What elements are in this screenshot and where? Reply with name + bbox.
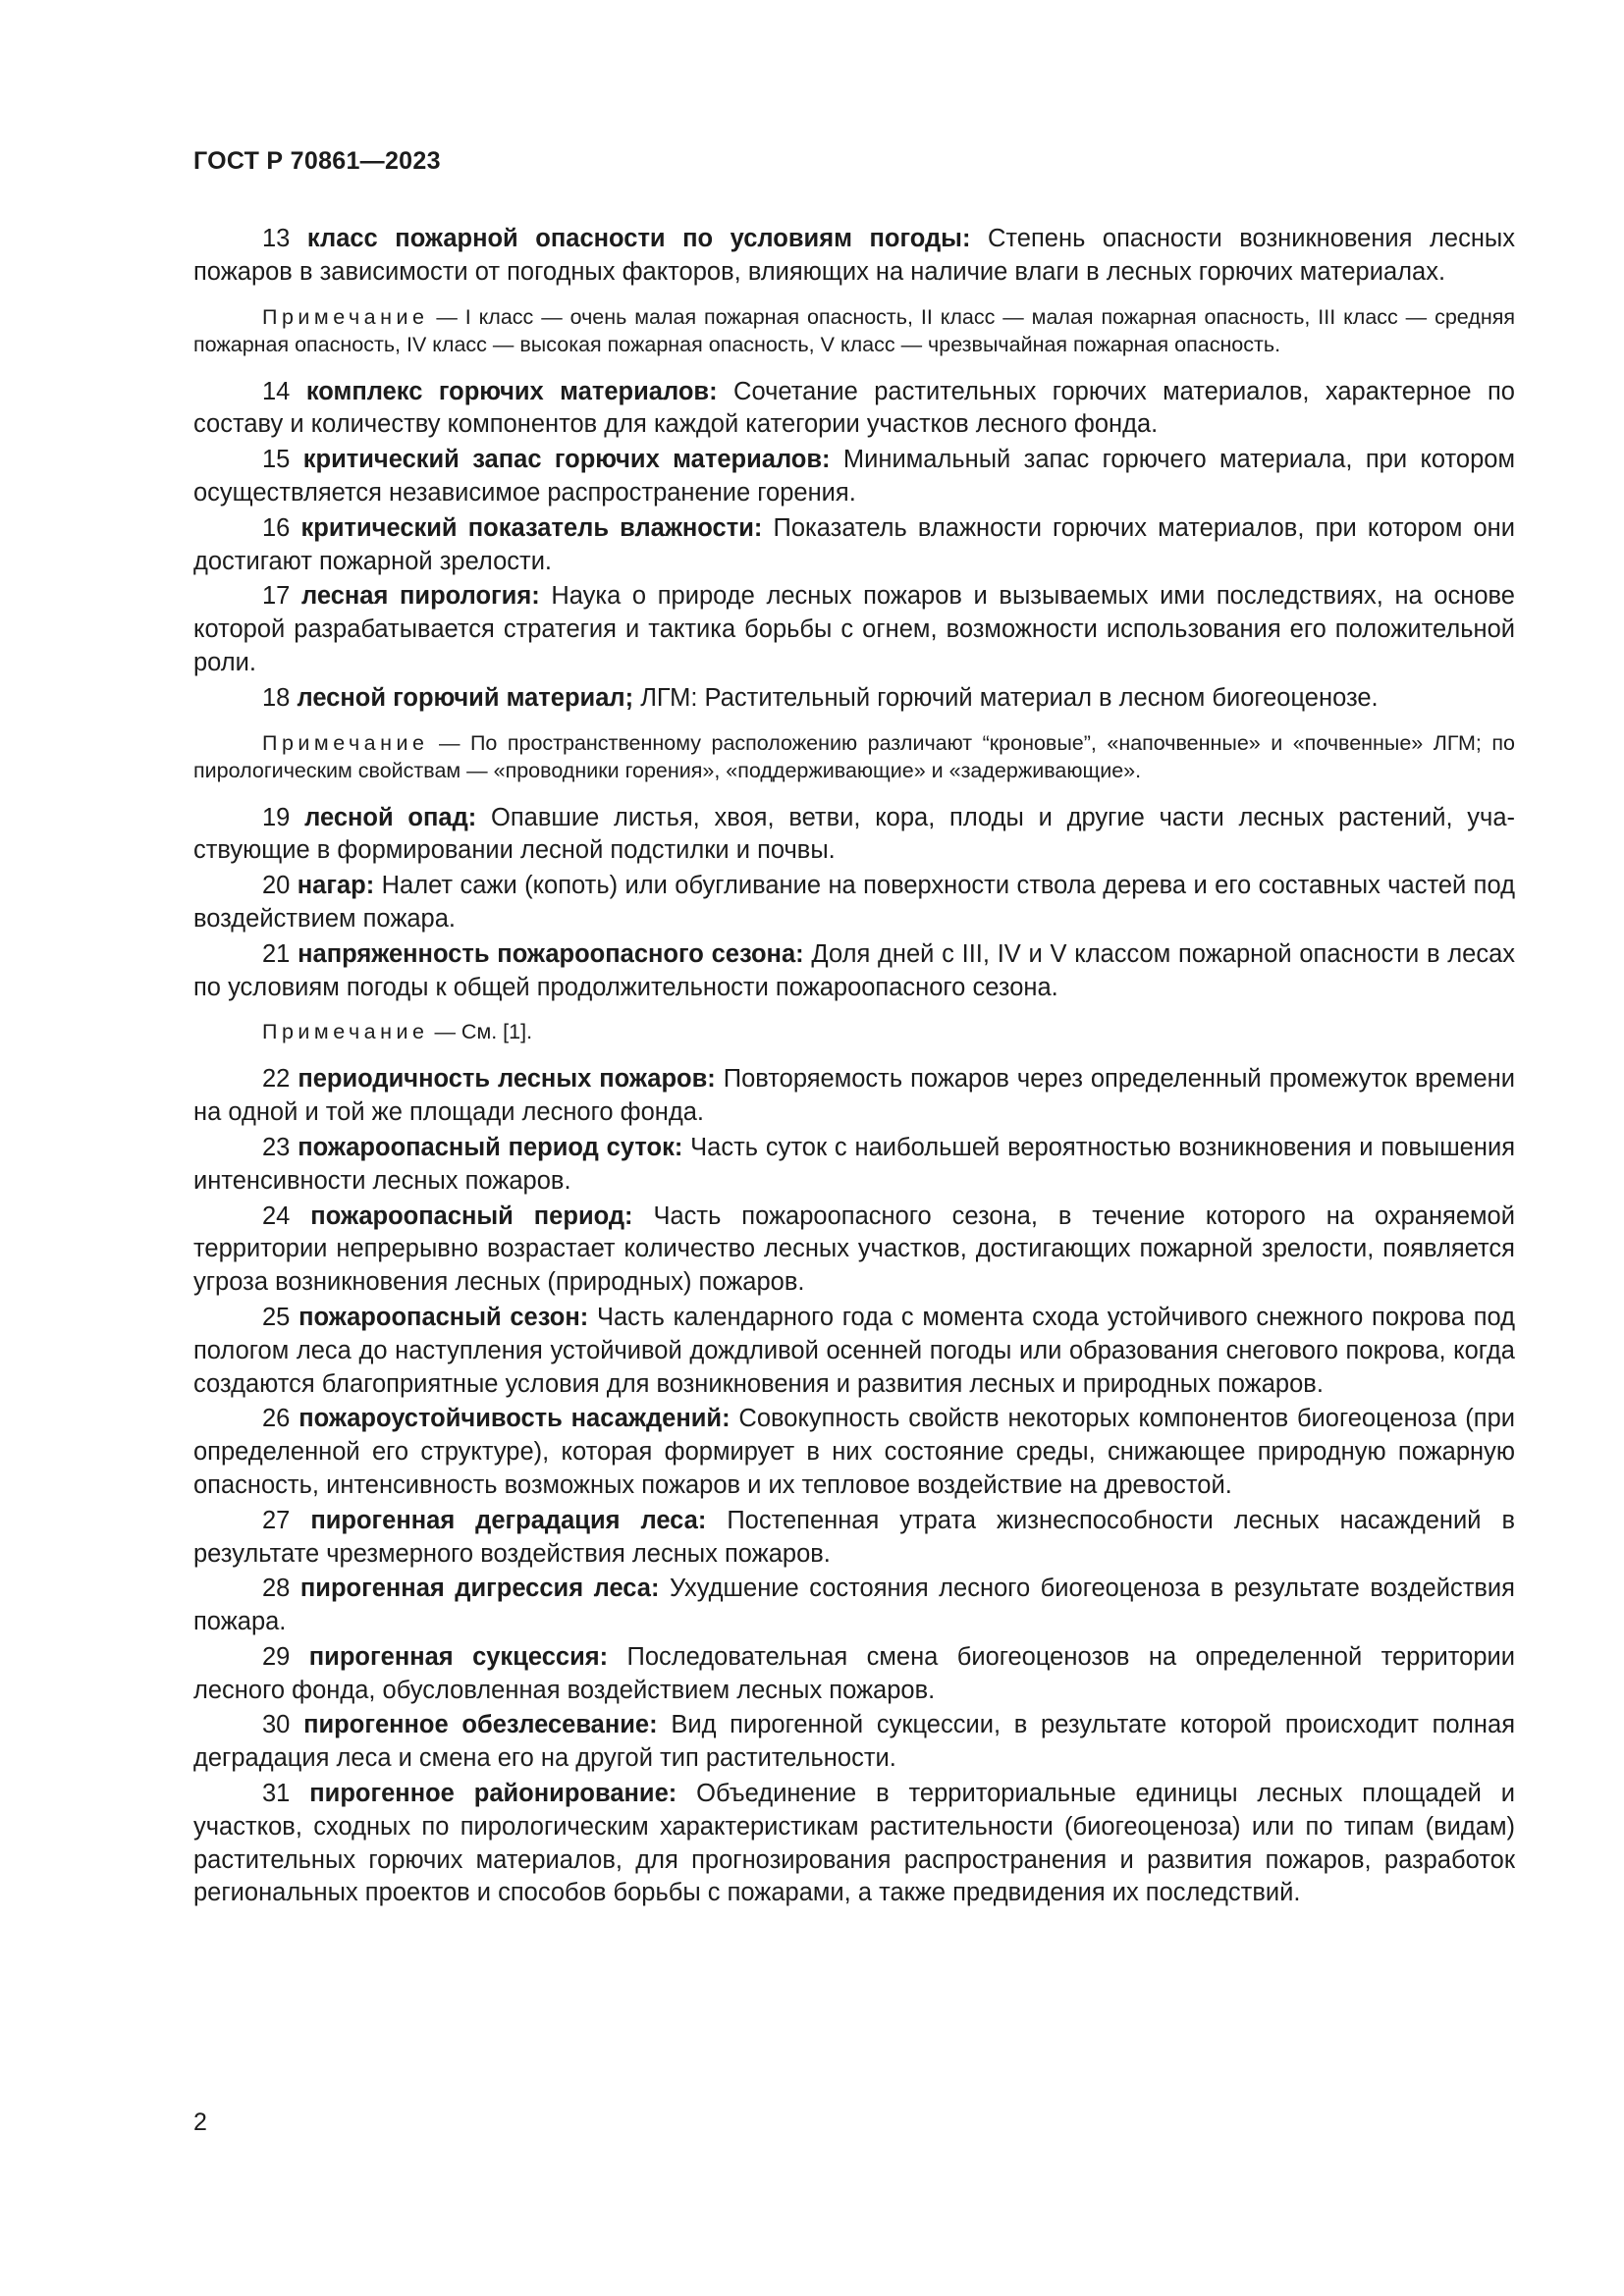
term-entry: 26 пожароустойчивость насаждений: Совокупность свойств некоторых компонентов биогеоценоза (при определенной его структуре), которая формирует в них состояние среды, снижающее природную пожарную опасность, интенсивность возможных пожаров и их тепловое воздействие на древостой. [193, 1405, 1515, 1499]
term-name: лесная пирология: [301, 582, 540, 611]
term-entry: 17 лесная пирология: Наука о природе лесных пожаров и вызываемых ими последствиях, на основе которой разрабатывается стратегия и тактика борьбы с огнем, возможности использования его положительной роли. [193, 582, 1515, 676]
term-entry: 13 класс пожарной опасности по условиям погоды: Степень опасности возникновения лесных пожаров в зависимости от погодных факторов, влияющих на наличие влаги в лесных горючих материалах. [193, 225, 1515, 286]
term-entry: 23 пожароопасный период суток: Часть суток с наибольшей вероятностью возникновения и повышения интенсивности лесных пожаров. [193, 1133, 1515, 1195]
term-name: комплекс горючих материалов: [305, 377, 718, 405]
term-entry: 14 комплекс горючих материалов: Сочетание растительных горючих материалов, характерное по составу и количеству компонентов для каждой категории участков лесного фонда. [193, 377, 1515, 439]
term-definition: Ухудшение состояния лесного биогеоценоза в результате воздействия пожара. [193, 1575, 1515, 1636]
term-definition: Объединение в территориальные единицы лесных площадей и участков, сходных по пирологическим характеристикам растительности (биогеоценоза) или по типам (видам) растительных горючих материалов, для прогнозирования распространения и развития пожаров, разработок региональных проектов и способов борьбы с пожарами, а также предвидения их последствий. [193, 1780, 1515, 1907]
term-name: критический показатель влажности: [300, 513, 763, 542]
note-label: Примечание [262, 1020, 429, 1044]
note-label: Примечание [262, 730, 429, 755]
term-name: нагар: [297, 872, 375, 900]
term-entry: 20 нагар: Налет сажи (копоть) или обугливание на поверхности ствола дерева и его составных частей под воздействием пожара. [193, 872, 1515, 933]
term-entry: 19 лесной опад: Опавшие листья, хвоя, ветви, кора, плоды и другие части лесных растений, участвующие в формировании лесной подстилки и почвы. [193, 803, 1515, 865]
term-definition: Налет сажи (копоть) или обугливание на поверхности ствола дерева и его составных частей под воздействием пожара. [193, 872, 1515, 933]
term-name: критический запас горючих материалов: [302, 446, 831, 474]
term-definition: Совокупность свойств некоторых компонентов биогеоценоза (при определенной его структуре), которая формирует в них состояние среды, снижающее природную пожарную опасность, интенсивность возможных пожаров и их тепловое воздействие на древостой. [193, 1405, 1515, 1499]
term-definition: Показатель влажности горючих материалов, при котором они достигают пожарной зрелости. [193, 513, 1515, 575]
document-header: ГОСТ Р 70861—2023 [193, 147, 441, 175]
note-label: Примечание [262, 304, 429, 329]
term-definition: Вид пирогенной сукцессии, в результате которой происходит полная деградация леса и смена его на другой тип растительности. [193, 1711, 1515, 1773]
term-entry: 21 напряженность пожароопасного сезона: Доля дней с III, IV и V классом пожарной опасности в лесах по условиям погоды к общей продолжительности пожароопасного сезона. [193, 939, 1516, 1001]
term-definition: Часть календарного года с момента схода устойчивого снежного покрова под пологом леса до наступления устойчивой дождливой осенней погоды или образования снегового покрова, когда создаются благоприятные условия для возникновения и развития лесных и природных пожаров. [193, 1303, 1515, 1398]
terms-content [193, 223, 1515, 1912]
note-text: — См. [1]. [434, 1020, 533, 1044]
term-name: класс пожарной опасности по условиям погоды: [306, 225, 971, 252]
term-entry: 27 пирогенная деградация леса: Постепенная утрата жизнеспособности лесных насаждений в результате чрезмерного воздействия лесных пожаров. [193, 1506, 1516, 1568]
term-definition: ЛГМ: Растительный горючий материал в лесном биогеоценозе. [640, 683, 1379, 712]
note [193, 1018, 1515, 1045]
term-definition: Часть суток с наибольшей вероятностью возникновения и повышения интенсивности лесных пожаров. [193, 1133, 1515, 1195]
term-entry: 28 пирогенная дигрессия леса: Ухудшение состояния лесного биогеоценоза в результате воздействия пожара. [193, 1575, 1515, 1636]
term-definition: Минимальный запас горючего материала, при котором осуществляется независимое распространение горения. [193, 446, 1515, 507]
term-entry: 29 пирогенная сукцессия: Последовательная смена биогеоценозов на определенной территории лесного фонда, обусловленная воздействием лесных пожаров. [193, 1642, 1516, 1704]
term-entry: 31 пирогенное районирование: Объединение в территориальные единицы лесных площадей и участков, сходных по пирологическим характеристикам растительности (биогеоценоза) или по типам (видам) растительных горючих материалов, для прогнозирования распространения и развития пожаров, разработок региональных проектов и способов борьбы с пожарами, а также предвидения их последствий. [193, 1780, 1515, 1907]
term-entry: 16 критический показатель влажности: Показатель влажности горючих материалов, при котором они достигают пожарной зрелости. [193, 513, 1515, 575]
term-name: лесной горючий материал; [297, 683, 634, 712]
term-entry: 30 пирогенное обезлесевание: Вид пирогенной сукцессии, в результате которой происходит полная деградация леса и смена его на другой тип растительности. [193, 1711, 1515, 1773]
note [193, 303, 1515, 358]
term-name: пирогенное районирование: [309, 1780, 677, 1808]
term-definition: Часть пожароопасного сезона, в течение которого на охраняемой территории непрерывно возрастает количество лесных участков, достигающих пожарной зрелости, появляется угроза возникновения лесных (природных) пожаров. [193, 1201, 1515, 1297]
term-definition: Доля дней с III, IV и V классом пожарной опасности в лесах по условиям погоды к общей продолжительности пожароопасного сезона. [193, 939, 1516, 1001]
term-definition: Постепенная утрата жизнеспособности лесных насаждений в результате чрезмерного воздействия лесных пожаров. [193, 1506, 1516, 1568]
term-name: пирогенное обезлесевание: [303, 1711, 658, 1739]
term-name: пожароустойчивость насаждений: [298, 1405, 731, 1433]
term-entry: 15 критический запас горючих материалов: Минимальный запас горючего материала, при котором осуществляется независимое распространение горения. [193, 446, 1515, 507]
term-entry: 24 пожароопасный период: Часть пожароопасного сезона, в течение которого на охраняемой территории непрерывно возрастает количество лесных участков, достигающих пожарной зрелости, появляется угроза возникновения лесных (природных) пожаров. [193, 1201, 1515, 1297]
term-definition: Опавшие листья, хвоя, ветви, кора, плоды и другие части лесных растений, участвующие в формировании лесной подстилки и почвы. [193, 803, 1515, 865]
term-definition: Наука о природе лесных пожаров и вызываемых ими последствиях, на основе которой разрабатывается стратегия и тактика борьбы с огнем, возможности использования его положительной роли. [193, 582, 1515, 676]
term-entry: 25 пожароопасный сезон: Часть календарного года с момента схода устойчивого снежного покрова под пологом леса до наступления устойчивой дождливой осенней погоды или образования снегового покрова, когда создаются благоприятные условия для возникновения и развития лесных и природных пожаров. [193, 1303, 1515, 1398]
term-entry: 22 периодичность лесных пожаров: Повторяемость пожаров через определенный промежуток времени на одной и той же площади лесного фонда. [193, 1065, 1515, 1127]
term-name: пирогенная дигрессия леса: [299, 1575, 660, 1603]
term-name: напряженность пожароопасного сезона: [298, 939, 804, 968]
term-definition: Последовательная смена биогеоценозов на определенной территории лесного фонда, обусловленная воздействием лесных пожаров. [193, 1642, 1516, 1704]
note-text: — I класс — очень малая пожарная опасность, II класс — малая пожарная опасность, III класс — средняя пожарная опасность, IV класс — высокая пожарная опасность, V класс — чрезвычайная пожарная опасность. [193, 304, 1515, 356]
note-text: — По пространственному расположению различают “кроновые”, «напочвенные» и «почвенные» ЛГМ; по пирологическим свойствам — «проводники горения», «поддерживающие» и «задерживающие». [193, 730, 1515, 782]
note [193, 729, 1515, 784]
term-name: пожароопасный период суток: [298, 1133, 683, 1161]
term-entry: 18 лесной горючий материал; ЛГМ: Растительный горючий материал в лесном биогеоценозе. [262, 683, 1379, 712]
term-name: периодичность лесных пожаров: [298, 1065, 716, 1094]
term-definition: Степень опасности возникновения лесных пожаров в зависимости от погодных факторов, влияющих на наличие влаги в лесных горючих материалах. [193, 225, 1515, 286]
term-name: лесной опад: [304, 803, 477, 831]
term-name: пирогенная сукцессия: [308, 1642, 609, 1671]
term-name: пожароопасный сезон: [298, 1303, 589, 1331]
term-definition: Сочетание растительных горючих материалов, характерное по составу и количеству компонентов для каждой категории участков лесного фонда. [193, 377, 1515, 439]
term-name: пожароопасный период: [310, 1201, 633, 1230]
term-name: пирогенная деградация леса: [310, 1506, 707, 1534]
term-definition: Повторяемость пожаров через определенный промежуток времени на одной и той же площади лесного фонда. [193, 1065, 1515, 1127]
page-number: 2 [193, 2109, 207, 2136]
